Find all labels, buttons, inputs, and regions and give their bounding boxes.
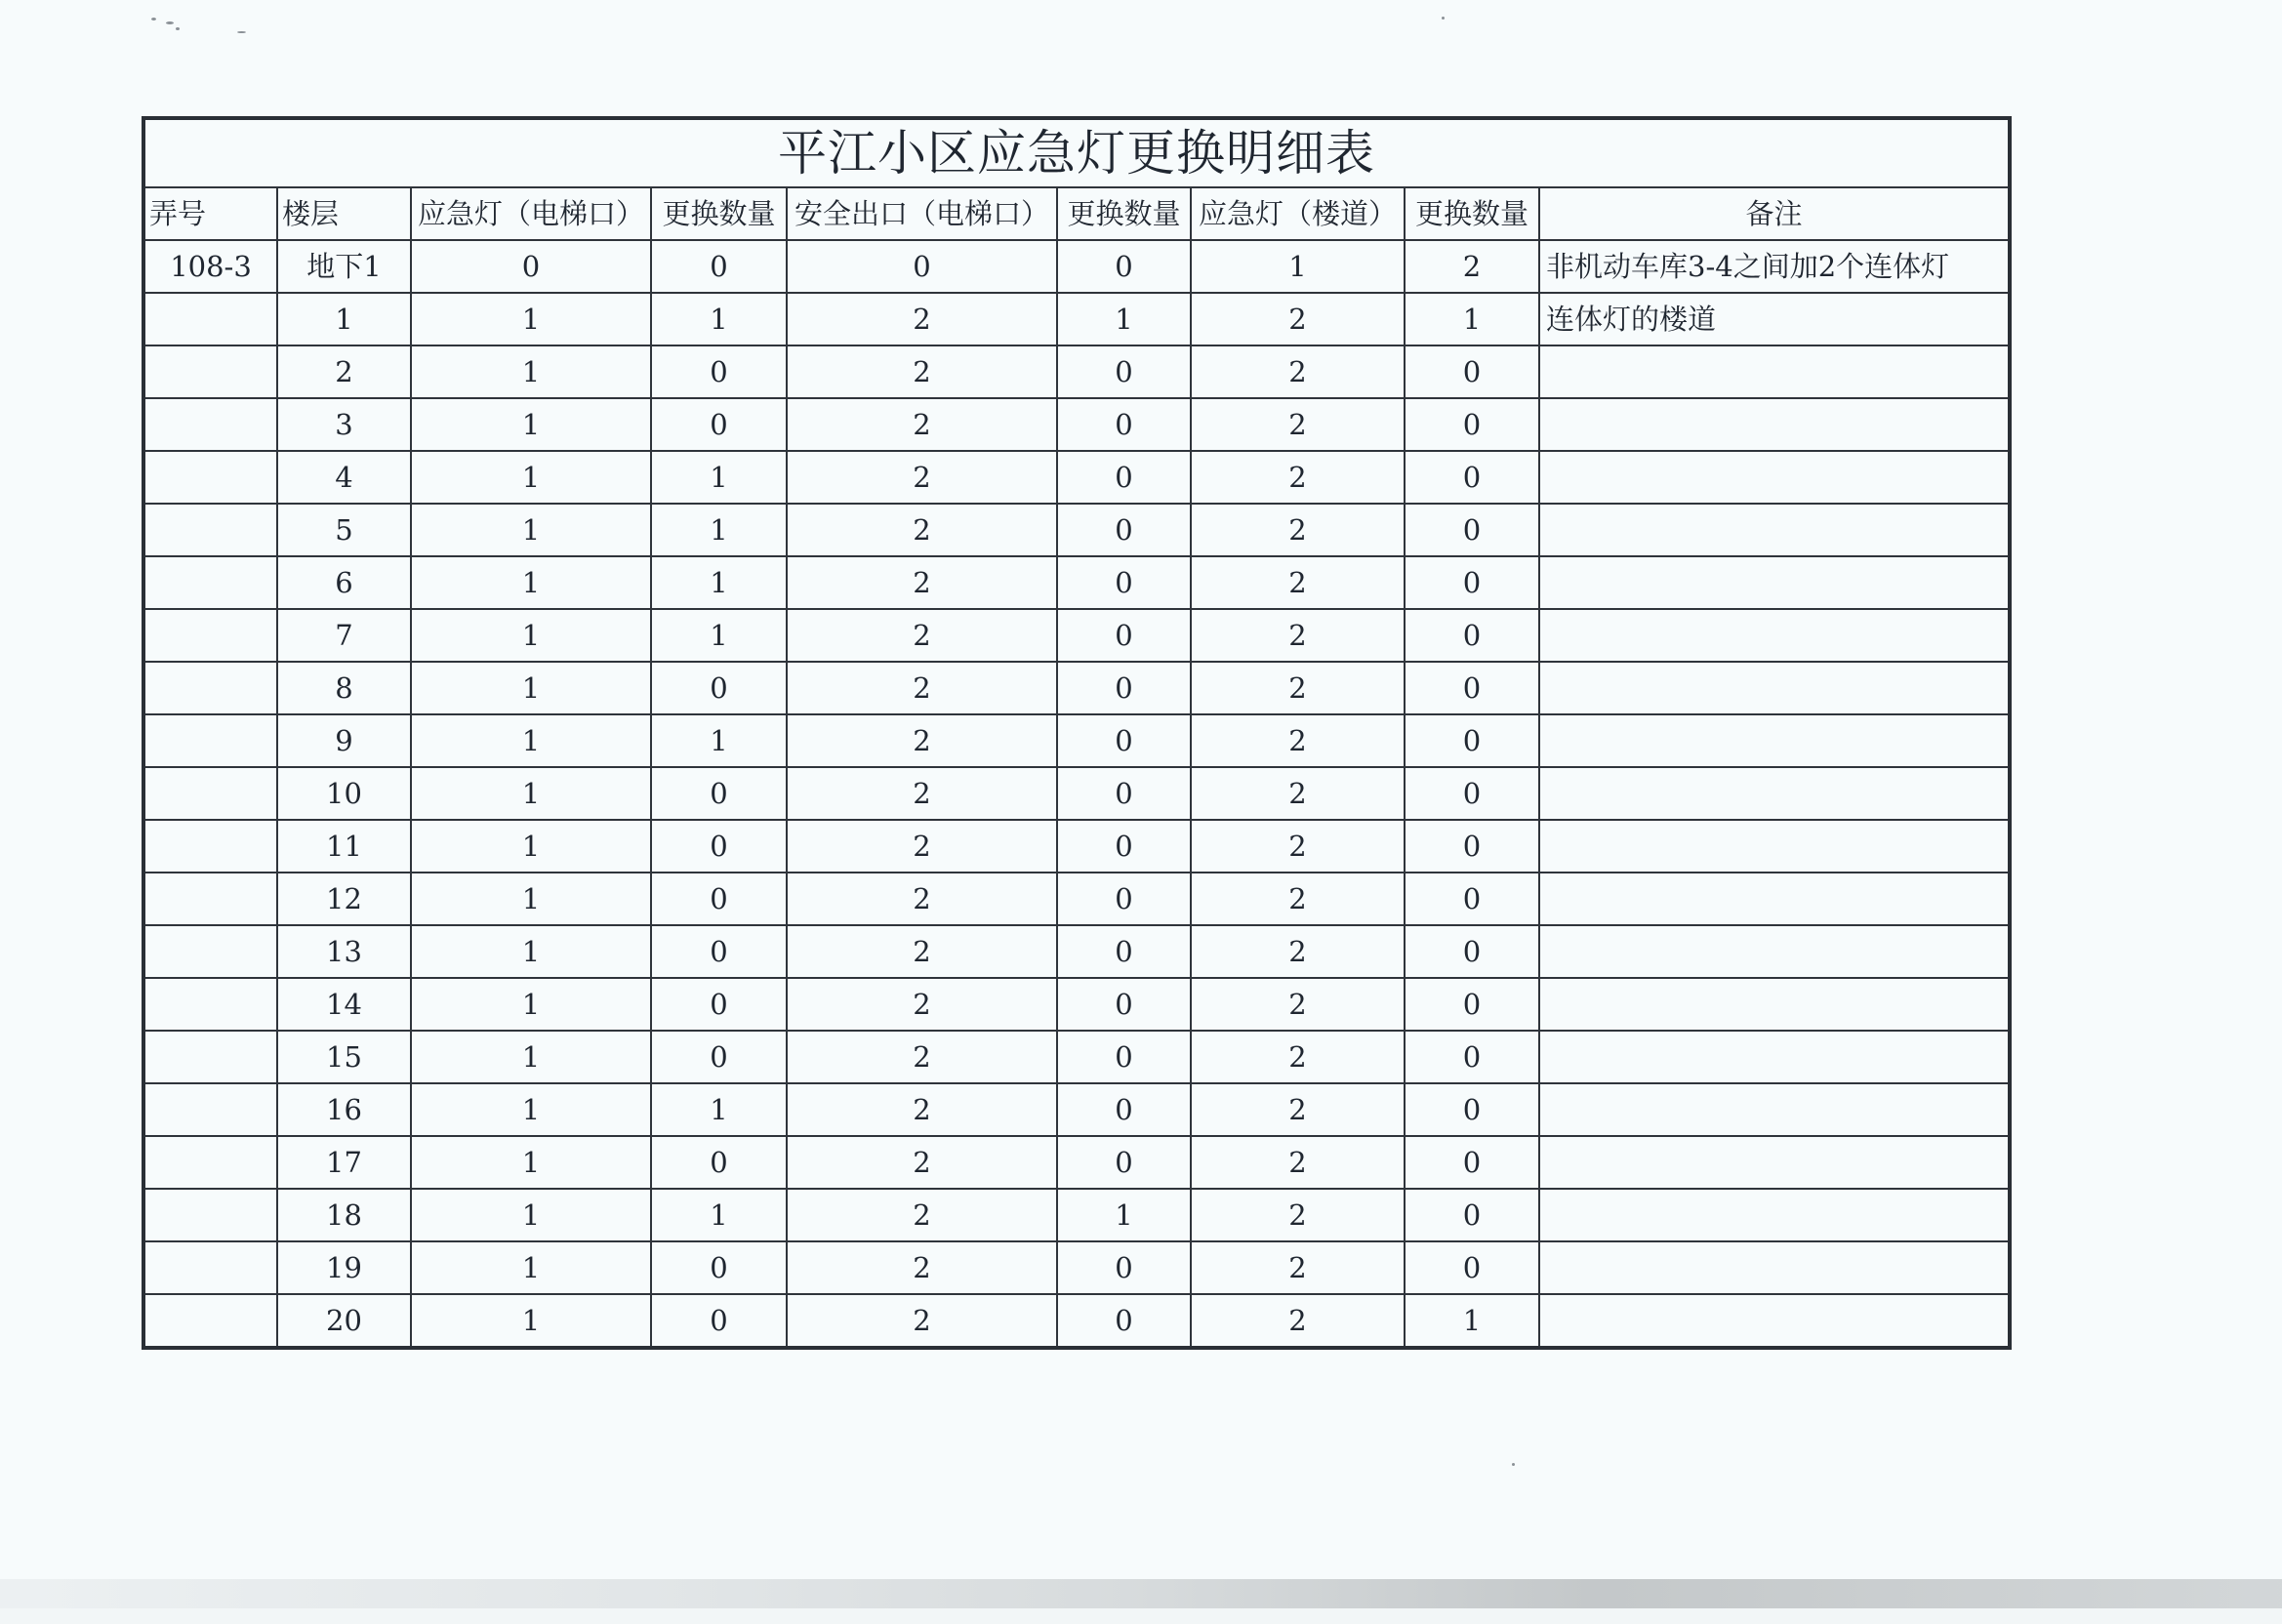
scan-speck xyxy=(151,18,156,20)
elevator-light-cell: 1 xyxy=(411,556,651,609)
lane-cell xyxy=(143,451,277,504)
replace-qty-2-cell: 0 xyxy=(1057,398,1191,451)
stairway-light-cell: 2 xyxy=(1191,1294,1405,1348)
replace-qty-2-cell: 0 xyxy=(1057,1136,1191,1189)
lane-cell xyxy=(143,609,277,662)
remarks-cell xyxy=(1539,451,2010,504)
lane-cell xyxy=(143,1136,277,1189)
exit-sign-cell: 2 xyxy=(787,873,1057,925)
replace-qty-2-cell: 0 xyxy=(1057,1083,1191,1136)
remarks-cell xyxy=(1539,609,2010,662)
remarks-cell xyxy=(1539,873,2010,925)
remarks-cell xyxy=(1539,345,2010,398)
stairway-light-cell: 2 xyxy=(1191,504,1405,556)
stairway-light-cell: 2 xyxy=(1191,820,1405,873)
exit-sign-cell: 2 xyxy=(787,345,1057,398)
lane-cell xyxy=(143,293,277,345)
floor-cell: 8 xyxy=(277,662,411,714)
replace-qty-1-cell: 1 xyxy=(651,451,787,504)
stairway-light-cell: 2 xyxy=(1191,1241,1405,1294)
replace-qty-1-cell: 1 xyxy=(651,1083,787,1136)
floor-cell: 1 xyxy=(277,293,411,345)
replace-qty-3-cell: 0 xyxy=(1405,714,1539,767)
replace-qty-1-cell: 0 xyxy=(651,1136,787,1189)
header-replace-qty-2: 更换数量 xyxy=(1057,187,1191,240)
replace-qty-2-cell: 0 xyxy=(1057,504,1191,556)
replace-qty-3-cell: 0 xyxy=(1405,1136,1539,1189)
floor-cell: 10 xyxy=(277,767,411,820)
replace-qty-3-cell: 1 xyxy=(1405,293,1539,345)
replace-qty-2-cell: 0 xyxy=(1057,1294,1191,1348)
elevator-light-cell: 1 xyxy=(411,345,651,398)
exit-sign-cell: 2 xyxy=(787,978,1057,1031)
replace-qty-1-cell: 0 xyxy=(651,398,787,451)
replace-qty-2-cell: 0 xyxy=(1057,662,1191,714)
stairway-light-cell: 1 xyxy=(1191,240,1405,293)
exit-sign-cell: 2 xyxy=(787,820,1057,873)
elevator-light-cell: 1 xyxy=(411,293,651,345)
replace-qty-3-cell: 0 xyxy=(1405,820,1539,873)
stairway-light-cell: 2 xyxy=(1191,714,1405,767)
replace-qty-2-cell: 0 xyxy=(1057,873,1191,925)
stairway-light-cell: 2 xyxy=(1191,451,1405,504)
remarks-cell xyxy=(1539,556,2010,609)
exit-sign-cell: 2 xyxy=(787,1294,1057,1348)
floor-cell: 14 xyxy=(277,978,411,1031)
elevator-light-cell: 1 xyxy=(411,451,651,504)
replace-qty-1-cell: 0 xyxy=(651,1241,787,1294)
replace-qty-3-cell: 0 xyxy=(1405,451,1539,504)
replace-qty-1-cell: 0 xyxy=(651,925,787,978)
replace-qty-1-cell: 1 xyxy=(651,1189,787,1241)
stairway-light-cell: 2 xyxy=(1191,767,1405,820)
replace-qty-3-cell: 0 xyxy=(1405,925,1539,978)
floor-cell: 18 xyxy=(277,1189,411,1241)
floor-cell: 19 xyxy=(277,1241,411,1294)
remarks-cell xyxy=(1539,767,2010,820)
remarks-cell xyxy=(1539,978,2010,1031)
elevator-light-cell: 0 xyxy=(411,240,651,293)
table-row xyxy=(143,714,2010,767)
header-replace-qty-1: 更换数量 xyxy=(651,187,787,240)
remarks-cell xyxy=(1539,1294,2010,1348)
scan-speck xyxy=(237,31,246,33)
lane-cell xyxy=(143,1083,277,1136)
replace-qty-3-cell: 0 xyxy=(1405,556,1539,609)
replace-qty-3-cell: 0 xyxy=(1405,504,1539,556)
scan-speck xyxy=(176,27,180,30)
header-elevator-exit-sign: 安全出口（电梯口） xyxy=(787,187,1057,240)
floor-cell: 3 xyxy=(277,398,411,451)
floor-cell: 4 xyxy=(277,451,411,504)
exit-sign-cell: 2 xyxy=(787,293,1057,345)
lane-cell xyxy=(143,398,277,451)
header-stairway-emergency-light: 应急灯（楼道） xyxy=(1191,187,1405,240)
replace-qty-2-cell: 0 xyxy=(1057,240,1191,293)
header-replace-qty-3: 更换数量 xyxy=(1405,187,1539,240)
lane-cell xyxy=(143,345,277,398)
lane-cell xyxy=(143,978,277,1031)
remarks-cell xyxy=(1539,1136,2010,1189)
lane-cell xyxy=(143,820,277,873)
replace-qty-3-cell: 0 xyxy=(1405,978,1539,1031)
exit-sign-cell: 2 xyxy=(787,556,1057,609)
table-row xyxy=(143,820,2010,873)
replace-qty-3-cell: 0 xyxy=(1405,767,1539,820)
elevator-light-cell: 1 xyxy=(411,609,651,662)
replace-qty-2-cell: 0 xyxy=(1057,451,1191,504)
exit-sign-cell: 0 xyxy=(787,240,1057,293)
remarks-cell: 非机动车库3-4之间加2个连体灯 xyxy=(1539,240,2010,293)
table-row xyxy=(143,767,2010,820)
replace-qty-3-cell: 0 xyxy=(1405,873,1539,925)
remarks-cell xyxy=(1539,1031,2010,1083)
remarks-cell xyxy=(1539,820,2010,873)
replace-qty-2-cell: 0 xyxy=(1057,767,1191,820)
replace-qty-2-cell: 0 xyxy=(1057,820,1191,873)
elevator-light-cell: 1 xyxy=(411,662,651,714)
table-row xyxy=(143,978,2010,1031)
remarks-cell xyxy=(1539,662,2010,714)
elevator-light-cell: 1 xyxy=(411,1136,651,1189)
replace-qty-1-cell: 0 xyxy=(651,1031,787,1083)
replace-qty-1-cell: 1 xyxy=(651,556,787,609)
lane-cell xyxy=(143,1294,277,1348)
stairway-light-cell: 2 xyxy=(1191,556,1405,609)
replace-qty-3-cell: 2 xyxy=(1405,240,1539,293)
header-elevator-emergency-light: 应急灯（电梯口） xyxy=(411,187,651,240)
elevator-light-cell: 1 xyxy=(411,820,651,873)
table-row xyxy=(143,1083,2010,1136)
table-row xyxy=(143,662,2010,714)
lane-cell: 108-3 xyxy=(143,240,277,293)
table-row xyxy=(143,1294,2010,1348)
remarks-cell xyxy=(1539,398,2010,451)
replace-qty-2-cell: 0 xyxy=(1057,978,1191,1031)
replace-qty-2-cell: 0 xyxy=(1057,345,1191,398)
floor-cell: 15 xyxy=(277,1031,411,1083)
replace-qty-1-cell: 1 xyxy=(651,504,787,556)
lane-cell xyxy=(143,1031,277,1083)
replacement-detail-table xyxy=(142,116,2012,1350)
replace-qty-1-cell: 0 xyxy=(651,873,787,925)
exit-sign-cell: 2 xyxy=(787,1136,1057,1189)
lane-cell xyxy=(143,767,277,820)
replace-qty-1-cell: 1 xyxy=(651,714,787,767)
elevator-light-cell: 1 xyxy=(411,925,651,978)
table-row xyxy=(143,556,2010,609)
exit-sign-cell: 2 xyxy=(787,451,1057,504)
replace-qty-1-cell: 0 xyxy=(651,820,787,873)
table-row xyxy=(143,1136,2010,1189)
header-remarks: 备注 xyxy=(1539,187,2010,240)
floor-cell: 20 xyxy=(277,1294,411,1348)
table-row xyxy=(143,609,2010,662)
lane-cell xyxy=(143,556,277,609)
stairway-light-cell: 2 xyxy=(1191,1083,1405,1136)
replace-qty-2-cell: 0 xyxy=(1057,556,1191,609)
elevator-light-cell: 1 xyxy=(411,1294,651,1348)
elevator-light-cell: 1 xyxy=(411,1031,651,1083)
remarks-cell xyxy=(1539,1241,2010,1294)
lane-cell xyxy=(143,1189,277,1241)
floor-cell: 5 xyxy=(277,504,411,556)
stairway-light-cell: 2 xyxy=(1191,345,1405,398)
replace-qty-3-cell: 0 xyxy=(1405,1083,1539,1136)
replace-qty-1-cell: 0 xyxy=(651,767,787,820)
replace-qty-3-cell: 0 xyxy=(1405,609,1539,662)
floor-cell: 17 xyxy=(277,1136,411,1189)
exit-sign-cell: 2 xyxy=(787,714,1057,767)
replace-qty-2-cell: 0 xyxy=(1057,925,1191,978)
remarks-cell xyxy=(1539,1083,2010,1136)
lane-cell xyxy=(143,504,277,556)
replace-qty-1-cell: 1 xyxy=(651,609,787,662)
lane-cell xyxy=(143,714,277,767)
exit-sign-cell: 2 xyxy=(787,398,1057,451)
exit-sign-cell: 2 xyxy=(787,504,1057,556)
table-body xyxy=(143,240,2010,1348)
table-row xyxy=(143,504,2010,556)
replace-qty-3-cell: 0 xyxy=(1405,345,1539,398)
scan-speck xyxy=(1442,17,1445,20)
scan-edge-shadow xyxy=(0,1579,2282,1608)
floor-cell: 地下1 xyxy=(277,240,411,293)
replace-qty-2-cell: 1 xyxy=(1057,1189,1191,1241)
scan-speck xyxy=(166,21,174,24)
lane-cell xyxy=(143,925,277,978)
replace-qty-3-cell: 0 xyxy=(1405,1031,1539,1083)
replace-qty-2-cell: 0 xyxy=(1057,1241,1191,1294)
stairway-light-cell: 2 xyxy=(1191,662,1405,714)
replace-qty-2-cell: 0 xyxy=(1057,609,1191,662)
replace-qty-1-cell: 1 xyxy=(651,293,787,345)
floor-cell: 11 xyxy=(277,820,411,873)
table-row xyxy=(143,1031,2010,1083)
replace-qty-1-cell: 0 xyxy=(651,1294,787,1348)
stairway-light-cell: 2 xyxy=(1191,1189,1405,1241)
elevator-light-cell: 1 xyxy=(411,504,651,556)
table-row xyxy=(143,451,2010,504)
replace-qty-3-cell: 0 xyxy=(1405,1241,1539,1294)
stairway-light-cell: 2 xyxy=(1191,293,1405,345)
floor-cell: 16 xyxy=(277,1083,411,1136)
floor-cell: 9 xyxy=(277,714,411,767)
replace-qty-3-cell: 0 xyxy=(1405,398,1539,451)
remarks-cell xyxy=(1539,925,2010,978)
stairway-light-cell: 2 xyxy=(1191,609,1405,662)
exit-sign-cell: 2 xyxy=(787,767,1057,820)
floor-cell: 13 xyxy=(277,925,411,978)
replace-qty-2-cell: 1 xyxy=(1057,293,1191,345)
scan-speck xyxy=(1512,1463,1515,1466)
elevator-light-cell: 1 xyxy=(411,714,651,767)
remarks-cell xyxy=(1539,1189,2010,1241)
stairway-light-cell: 2 xyxy=(1191,1136,1405,1189)
table-row xyxy=(143,293,2010,345)
title-row xyxy=(143,118,2010,187)
elevator-light-cell: 1 xyxy=(411,978,651,1031)
remarks-cell xyxy=(1539,504,2010,556)
replace-qty-3-cell: 0 xyxy=(1405,1189,1539,1241)
lane-cell xyxy=(143,1241,277,1294)
stairway-light-cell: 2 xyxy=(1191,925,1405,978)
table-row xyxy=(143,345,2010,398)
replace-qty-1-cell: 0 xyxy=(651,662,787,714)
exit-sign-cell: 2 xyxy=(787,1189,1057,1241)
stairway-light-cell: 2 xyxy=(1191,1031,1405,1083)
header-floor: 楼层 xyxy=(277,187,411,240)
exit-sign-cell: 2 xyxy=(787,1031,1057,1083)
stairway-light-cell: 2 xyxy=(1191,978,1405,1031)
replace-qty-3-cell: 0 xyxy=(1405,662,1539,714)
table-title: 平江小区应急灯更换明细表 xyxy=(143,118,2010,187)
floor-cell: 7 xyxy=(277,609,411,662)
table-row xyxy=(143,873,2010,925)
elevator-light-cell: 1 xyxy=(411,767,651,820)
table-row xyxy=(143,1241,2010,1294)
replace-qty-1-cell: 0 xyxy=(651,978,787,1031)
header-row xyxy=(143,187,2010,240)
table-row xyxy=(143,240,2010,293)
table-row xyxy=(143,398,2010,451)
elevator-light-cell: 1 xyxy=(411,1241,651,1294)
remarks-cell xyxy=(1539,714,2010,767)
exit-sign-cell: 2 xyxy=(787,925,1057,978)
exit-sign-cell: 2 xyxy=(787,1241,1057,1294)
remarks-cell: 连体灯的楼道 xyxy=(1539,293,2010,345)
elevator-light-cell: 1 xyxy=(411,1083,651,1136)
lane-cell xyxy=(143,662,277,714)
table-row xyxy=(143,925,2010,978)
replace-qty-3-cell: 1 xyxy=(1405,1294,1539,1348)
header-lane-no: 弄号 xyxy=(143,187,277,240)
lane-cell xyxy=(143,873,277,925)
exit-sign-cell: 2 xyxy=(787,609,1057,662)
replace-qty-2-cell: 0 xyxy=(1057,714,1191,767)
floor-cell: 12 xyxy=(277,873,411,925)
replace-qty-1-cell: 0 xyxy=(651,240,787,293)
elevator-light-cell: 1 xyxy=(411,1189,651,1241)
replace-qty-2-cell: 0 xyxy=(1057,1031,1191,1083)
floor-cell: 2 xyxy=(277,345,411,398)
elevator-light-cell: 1 xyxy=(411,398,651,451)
elevator-light-cell: 1 xyxy=(411,873,651,925)
replace-qty-1-cell: 0 xyxy=(651,345,787,398)
exit-sign-cell: 2 xyxy=(787,1083,1057,1136)
exit-sign-cell: 2 xyxy=(787,662,1057,714)
table-row xyxy=(143,1189,2010,1241)
stairway-light-cell: 2 xyxy=(1191,398,1405,451)
stairway-light-cell: 2 xyxy=(1191,873,1405,925)
scan-bottom-margin xyxy=(0,1608,2282,1624)
floor-cell: 6 xyxy=(277,556,411,609)
